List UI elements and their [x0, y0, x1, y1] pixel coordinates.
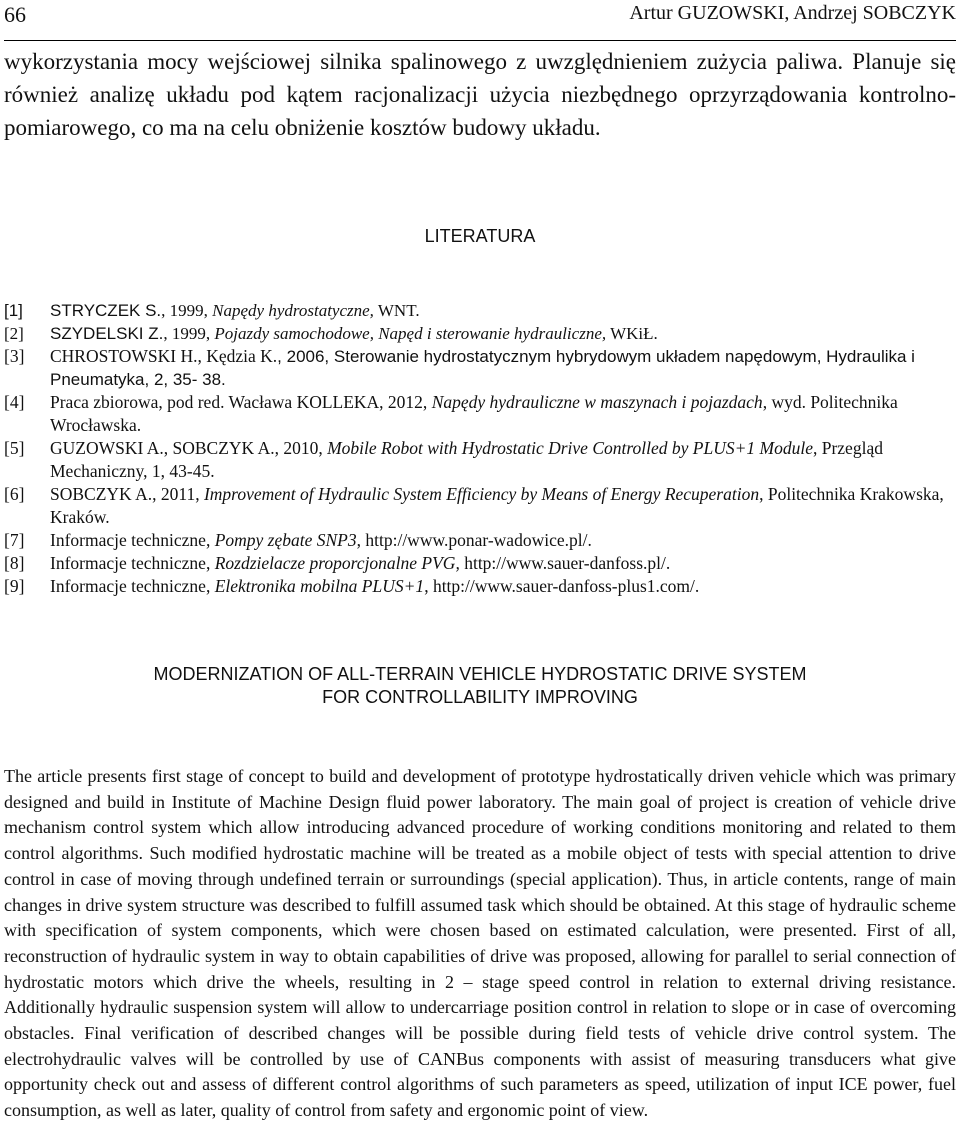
- reference-number: [3]: [4, 346, 25, 366]
- page-header: [4, 0, 956, 41]
- reference-item-5: [5] GUZOWSKI A., SOBCZYK A., 2010, Mobile Robot with Hydrostatic Drive Controlled by PLUS+1 Module, Przegląd Mechaniczny, 1, 43-45.: [4, 438, 883, 481]
- reference-number: [7]: [4, 530, 25, 550]
- reference-item-1: [1] STRYCZEK S., 1999, Napędy hydrostatyczne, WNT.: [4, 301, 420, 320]
- literature-heading: LITERATURA: [424, 226, 536, 246]
- reference-item-6: [6] SOBCZYK A., 2011, Improvement of Hydraulic System Efficiency by Means of Energy Recuperation, Politechnika Krakowska, Kraków.: [4, 484, 944, 527]
- reference-number: [2]: [4, 324, 24, 343]
- reference-item-2: [2] SZYDELSKI Z., 1999, Pojazdy samochodowe, Napęd i sterowanie hydrauliczne, WKiŁ.: [4, 324, 658, 343]
- reference-number: [4]: [4, 392, 25, 412]
- reference-list: [4, 299, 956, 598]
- reference-number: [6]: [4, 484, 25, 504]
- reference-number: [1]: [4, 301, 23, 320]
- reference-number: [5]: [4, 438, 25, 458]
- reference-item-8: [8] Informacje techniczne, Rozdzielacze proporcjonalne PVG, http://www.sauer-danfoss.pl/.: [4, 553, 671, 573]
- reference-item-9: [9] Informacje techniczne, Elektronika mobilna PLUS+1, http://www.sauer-danfoss-plus1.com/.: [4, 576, 700, 596]
- reference-number: [9]: [4, 576, 25, 596]
- reference-item-3: [3] CHROSTOWSKI H., Kędzia K., 2006, Sterowanie hydrostatycznym hybrydowym układem napędowym, Hydraulika i Pneumatyka, 2, 35- 38.: [4, 346, 915, 389]
- reference-item-4: [4] Praca zbiorowa, pod red. Wacława KOLLEKA, 2012, Napędy hydrauliczne w maszynach i pojazdach, wyd. Politechnika Wrocławska.: [4, 392, 898, 435]
- intro-paragraph: wykorzystania mocy wejściowej silnika spalinowego z uwzględnieniem zużycia paliwa. Planuje się również analizę układu pod kątem racjonalizacji użycia niezbędnego oprzyrządowania kontrolno- pomiarowego, co ma na celu obniżenie kosztów budowy układu.: [4, 49, 956, 140]
- english-title-line-1: MODERNIZATION OF ALL-TERRAIN VEHICLE HYDROSTATIC DRIVE SYSTEM: [153, 664, 807, 684]
- english-title-line-2: FOR CONTROLLABILITY IMPROVING: [322, 687, 638, 707]
- page-number: 66: [4, 2, 26, 27]
- reference-item-7: [7] Informacje techniczne, Pompy zębate SNP3, http://www.ponar-wadowice.pl/.: [4, 530, 592, 550]
- english-title: [0, 663, 960, 709]
- abstract-paragraph: The article presents first stage of concept to build and development of prototype hydrostatically driven vehicle which was primary designed and build in Institute of Machine Design fluid power laboratory. The main goal of project is creation of vehicle drive mechanism control system which allow introducing advanced procedure of working conditions monitoring and related to them control algorithms. Such modified hydrostatic machine will be treated as a mobile object of tests with special attention to drive control in case of moving through undefined terrain or surroundings (special application). Thus, in article contents, range of main changes in drive system structure was described to fulfill assumed task which should be obtained. At this stage of hydraulic scheme with specification of system components, which were chosen based on estimated calculation, were presented. First of all, reconstruction of hydraulic system in way to obtain capabilities of drive was proposed, allowing for parallel to serial connection of hydrostatic motors which drive the wheels, resulting in 2 – stage speed control in relation to external driving resistance. Additionally hydraulic suspension system will allow to undercarriage position control in relation to slope or in case of overcoming obstacles. Final verification of described changes will be possible during field tests of vehicle drive control system. The electrohydraulic valves will be controlled by use of CANBus components with assist of measuring transducers what give opportunity check out and assess of different control algorithms of such parameters as speed, utilization of input ICE power, fuel consumption, as well as later, quality of control from safety and ergonomic point of view.: [4, 766, 956, 1121]
- reference-number: [8]: [4, 553, 25, 573]
- running-header-authors: Artur GUZOWSKI, Andrzej SOBCZYK: [629, 2, 956, 24]
